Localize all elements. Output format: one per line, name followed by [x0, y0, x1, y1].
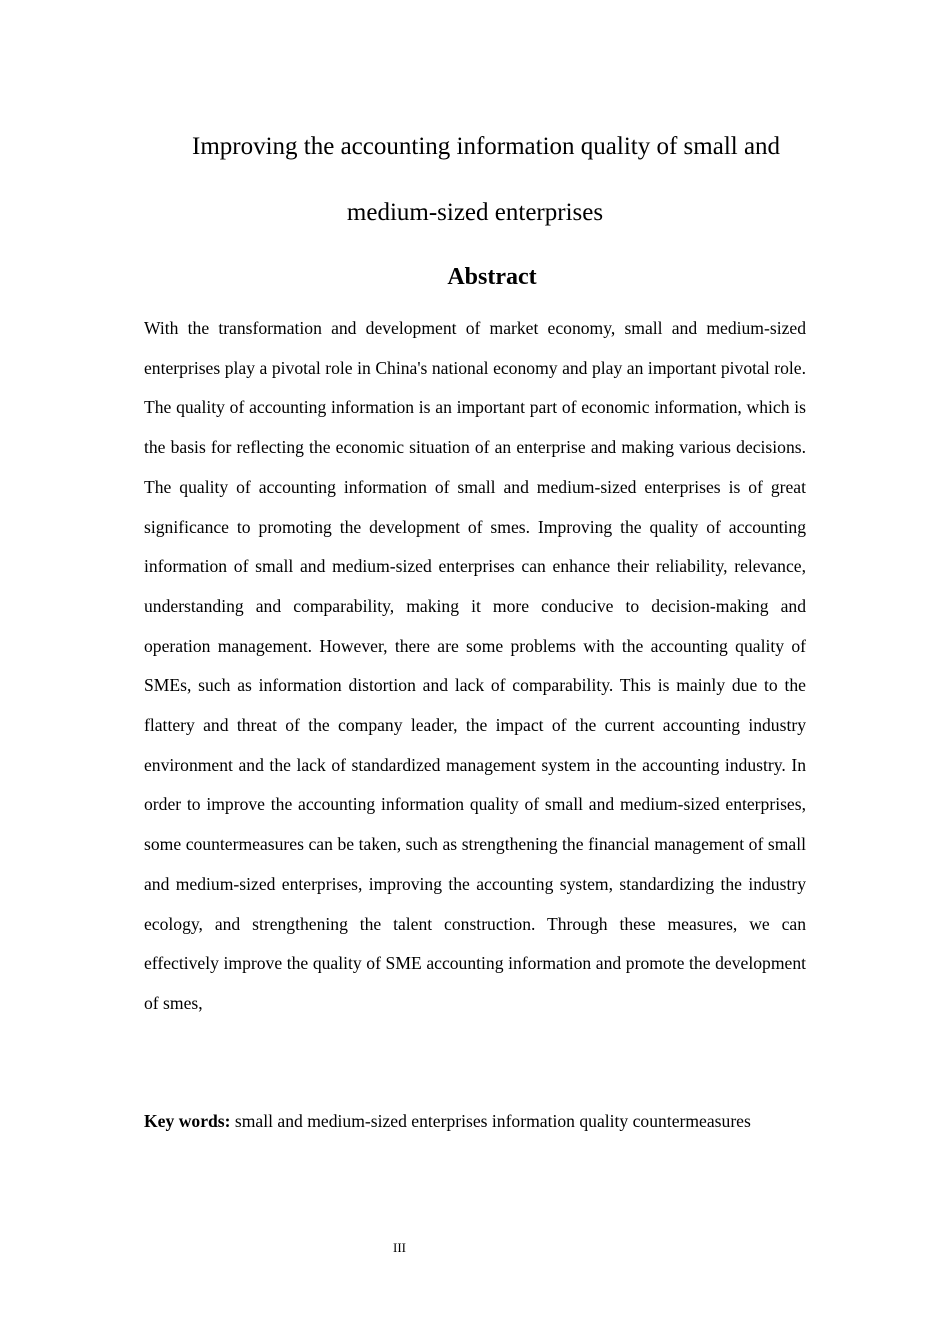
keywords-text: small and medium-sized enterprises information quality countermeasures — [230, 1111, 751, 1131]
abstract-body: With the transformation and development of market economy, small and medium-sized enterprises play a pivotal role in China's national economy and play an important pivotal role. The quality of accounting information is an important part of economic information, which is the basis for reflecting the economic situation of an enterprise and making various decisions. The quality of accounting information of small and medium-sized enterprises is of great significance to promoting the development of smes. Improving the quality of accounting information of small and medium-sized enterprises can enhance their reliability, relevance, understanding and comparability, making it more conducive to decision-making and operation management. However, there are some problems with the accounting quality of SMEs, such as information distortion and lack of comparability. This is mainly due to the flattery and threat of the company leader, the impact of the current accounting industry environment and the lack of standardized management system in the accounting industry. In order to improve the accounting information quality of small and medium-sized enterprises, some countermeasures can be taken, such as strengthening the financial management of small and medium-sized enterprises, improving the accounting system, standardizing the industry ecology, and strengthening the talent construction. Through these measures, we can effectively improve the quality of SME accounting information and promote the development of smes, — [144, 318, 806, 1013]
page-number: III — [393, 1240, 406, 1255]
abstract-heading: Abstract — [447, 264, 537, 290]
keywords-line — [144, 1108, 844, 1134]
paper-title-line-2: medium-sized enterprises — [346, 199, 604, 226]
keywords-label: Key words: — [144, 1111, 231, 1131]
paper-title-line-1: Improving the accounting information quality of small and — [192, 133, 781, 160]
